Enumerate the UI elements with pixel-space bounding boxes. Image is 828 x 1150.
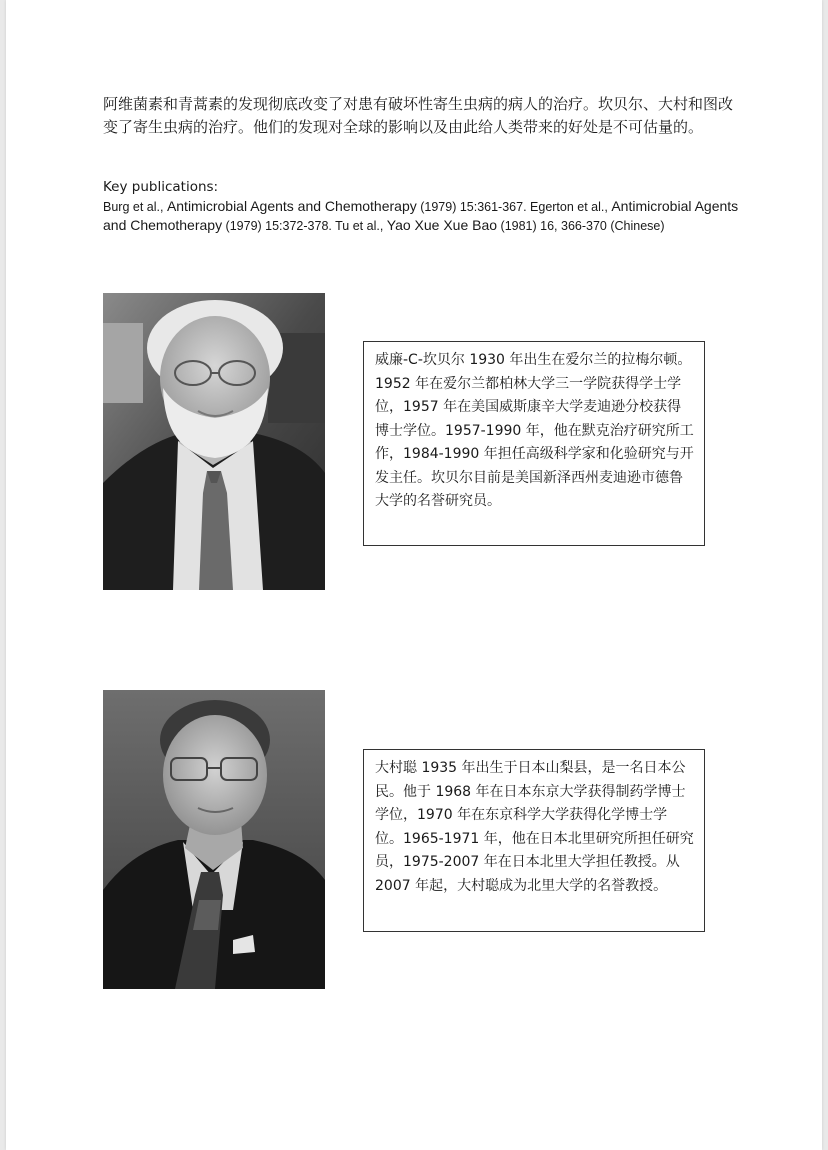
campbell-bio-text: 威廉-C-坎贝尔 1930 年出生在爱尔兰的拉梅尔顿。1952 年在爱尔兰都柏林大学三一学院获得学士学位，1957 年在美国威斯康辛大学麦迪逊分校获得博士学位。1957-1990 年，他在默克治疗研究所工作，1984-1990 年担任高级科学家和化验研究与开发主任。坎贝尔目前是美国新泽西州麦迪逊市德鲁大学的名誉研究员。 [375,352,694,509]
portrait-image [103,293,325,590]
pub-text: (1979) 15:372-378. Tu et al., [222,219,387,233]
publications-heading: Key publications: [103,179,219,195]
omura-photo [103,690,325,989]
campbell-photo [103,293,325,590]
publications-list [103,197,743,235]
pub-journal: Antimicrobial Agents and Chemotherapy [103,198,739,233]
campbell-bio-box [363,341,705,546]
omura-bio-text: 大村聪 1935 年出生于日本山梨县，是一名日本公民。他于 1968 年在日本东京大学获得制药学博士学位，1970 年在东京科学大学获得化学博士学位。1965-1971 年，他在日本北里研究所担任研究员，1975-2007 年在日本北里大学担任教授。从 2007 年起，大村聪成为北里大学的名誉教授。 [375,760,694,894]
pub-text: Burg et al., [103,200,167,214]
pub-text: (1981) 16, 366-370 (Chinese) [497,219,665,233]
omura-bio-box [363,749,705,932]
document-page [6,0,822,1150]
pub-journal: Antimicrobial Agents and Chemotherapy [166,198,417,214]
pub-text: (1979) 15:361-367. Egerton et al., [416,200,612,214]
intro-paragraph: 阿维菌素和青蒿素的发现彻底改变了对患有破坏性寄生虫病的病人的治疗。坎贝尔、大村和图改变了寄生虫病的治疗。他们的发现对全球的影响以及由此给人类带来的好处是不可估量的。 [103,95,734,136]
portrait-image [103,690,325,989]
pub-journal: Yao Xue Xue Bao [386,217,498,233]
